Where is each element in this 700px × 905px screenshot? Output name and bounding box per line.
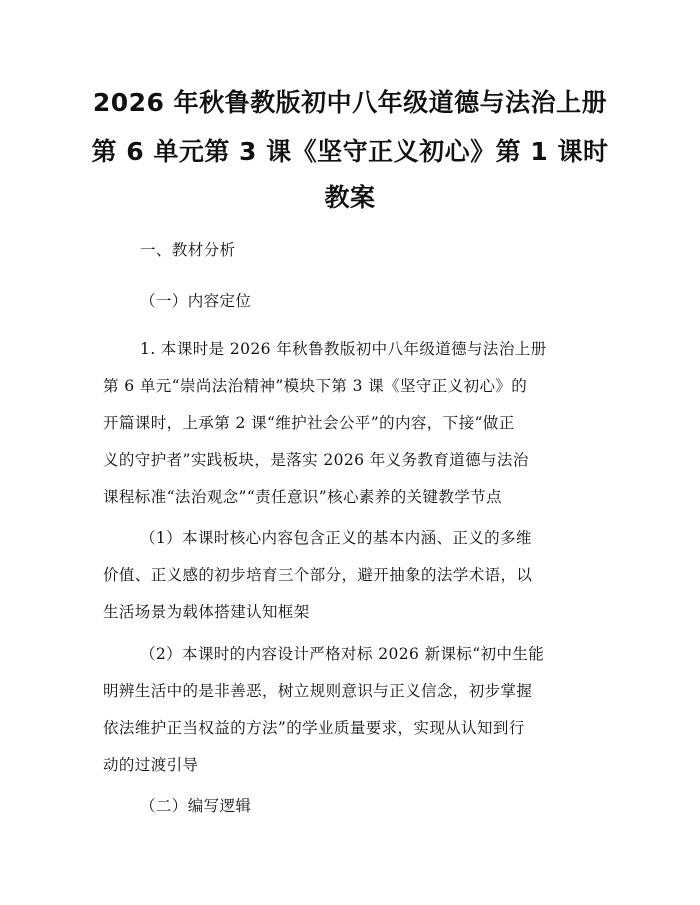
- subsection-heading-text: （二）编写逻辑: [140, 797, 252, 815]
- paragraph-line: 义的守护者”实践板块，是落实 2026 年义务教育道德与法治: [103, 451, 529, 469]
- paragraph-line: 第 6 单元“崇尚法治精神”模块下第 3 课《坚守正义初心》的: [103, 377, 528, 395]
- document-title-line-1: 2026 年秋鲁教版初中八年级道德与法治上册: [92, 88, 608, 117]
- paragraph-line: 课程标准“法治观念”“责任意识”核心素养的关键教学节点: [103, 488, 502, 506]
- document-title-line-2: 第 6 单元第 3 课《坚守正义初心》第 1 课时: [91, 137, 609, 166]
- paragraph-line: 开篇课时，上承第 2 课“维护社会公平”的内容，下接“做正: [103, 414, 515, 432]
- subsection-heading-writing-logic: [103, 788, 601, 825]
- paragraph-line: 价值、正义感的初步培育三个部分，避开抽象的法学术语，以: [103, 566, 533, 584]
- subsection-heading-text: （一）内容定位: [140, 292, 252, 310]
- paragraph-line: 明辨生活中的是非善恶，树立规则意识与正义信念，初步掌握: [103, 682, 533, 700]
- paragraph-line: 依法维护正当权益的方法”的学业质量要求，实现从认知到行: [103, 719, 525, 737]
- paragraph-course-positioning: [103, 331, 601, 516]
- paragraph-line: 生活场景为载体搭建认知框架: [103, 603, 310, 621]
- paragraph-line: （1）本课时核心内容包含正义的基本内涵、正义的多维: [140, 529, 532, 547]
- paragraph-line: （2）本课时的内容设计严格对标 2026 新课标“初中生能: [140, 645, 545, 663]
- paragraph-core-content: [103, 520, 601, 631]
- document-title-line-3: 教案: [324, 183, 376, 212]
- subsection-heading-content-positioning: [103, 283, 601, 320]
- paragraph-line: 动的过渡引导: [103, 756, 199, 774]
- section-heading-textbook-analysis: [103, 232, 601, 269]
- paragraph-curriculum-standard: [103, 636, 601, 784]
- section-heading-text: 一、教材分析: [140, 241, 236, 259]
- paragraph-line: 1. 本课时是 2026 年秋鲁教版初中八年级道德与法治上册: [140, 340, 547, 358]
